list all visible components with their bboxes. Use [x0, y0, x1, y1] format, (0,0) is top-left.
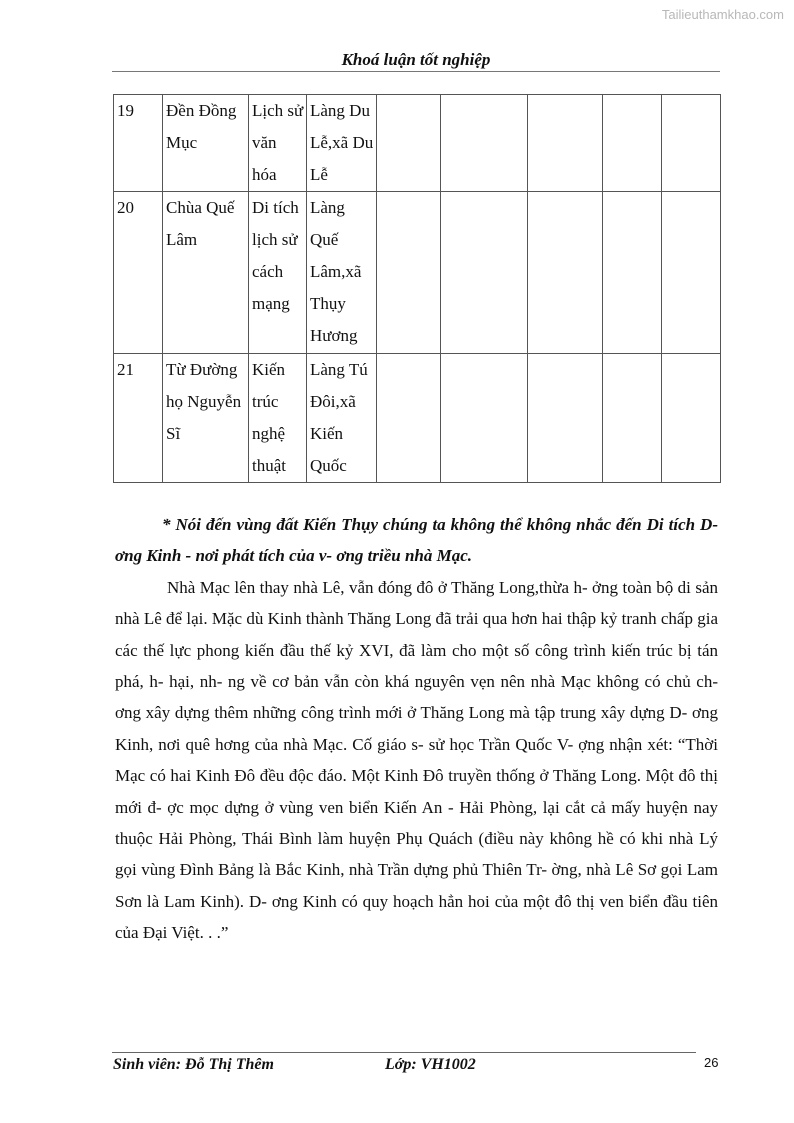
heritage-sites-table — [113, 94, 721, 483]
header-divider — [112, 71, 720, 72]
table-row — [114, 192, 721, 354]
body-content — [115, 509, 718, 949]
footer-class-name: Lớp: VH1002 — [385, 1056, 476, 1073]
footer-student-name: Sinh viên: Đỗ Thị Thêm — [113, 1056, 274, 1073]
empty-cell — [603, 354, 662, 483]
empty-cell — [662, 95, 721, 192]
empty-cell — [603, 95, 662, 192]
empty-cell — [377, 95, 441, 192]
empty-cell — [441, 192, 528, 354]
empty-cell — [662, 192, 721, 354]
site-location-cell: Làng Quế Lâm,xã Thụy Hương — [307, 192, 377, 354]
empty-cell — [377, 354, 441, 483]
site-location-cell: Làng Tú Đôi,xã Kiến Quốc — [307, 354, 377, 483]
table-row — [114, 95, 721, 192]
empty-cell — [441, 354, 528, 483]
watermark-text: Tailieuthamkhao.com — [661, 7, 784, 22]
empty-cell — [528, 354, 603, 483]
site-name-cell: Đền Đồng Mục — [163, 95, 249, 192]
section-intro-heading: * Nói đến vùng đất Kiến Thụy chúng ta không thể không nhắc đến Di tích D- ơng Kinh - nơi phát tích của v- ơng triều nhà Mạc. — [115, 515, 718, 566]
row-number-cell: 21 — [114, 354, 163, 483]
empty-cell — [528, 192, 603, 354]
table-row — [114, 354, 721, 483]
body-paragraph: Nhà Mạc lên thay nhà Lê, vẫn đóng đô ở Thăng Long,thừa h- ởng toàn bộ di sản nhà Lê để lại. Mặc dù Kinh thành Thăng Long đã trải qua hơn hai thập kỷ tranh chấp gia các thế lực phong kiến đầu thế kỷ XVI, đã làm cho một số công trình kiến trúc bị tán phá, h- hại, nh- ng về cơ bản vẫn còn khá nguyên vẹn nên nhà Mạc không có chủ ch- ơng xây dựng thêm những công trình mới ở Thăng Long mà tập trung xây dựng D- ơng Kinh, nơi quê hơng của nhà Mạc. Cố giáo s- sử học Trần Quốc V- ợng nhận xét: “Thời Mạc có hai Kinh Đô đều độc đáo. Một Kinh Đô truyền thống ở Thăng Long. Một đô thị mới đ- ợc mọc dựng ở vùng ven biển Kiến An - Hải Phòng, lại cắt cả mấy huyện nay thuộc Hải Phòng, Thái Bình làm huyện Phụ Quách (điều này không hề có khi nhà Lý gọi vùng Đình Bảng là Bắc Kinh, nhà Trần dựng phủ Thiên Tr- ờng, nhà Lê Sơ gọi Lam Sơn là Lam Kinh). D- ơng Kinh có quy hoạch hẳn hoi của một đô thị ven biển đầu tiên của Đại Việt. . .” — [115, 577, 718, 943]
site-type-cell: Di tích lịch sử cách mạng — [249, 192, 307, 354]
empty-cell — [662, 354, 721, 483]
row-number-cell: 19 — [114, 95, 163, 192]
site-type-cell: Kiến trúc nghệ thuật — [249, 354, 307, 483]
empty-cell — [603, 192, 662, 354]
site-location-cell: Làng Du Lễ,xã Du Lễ — [307, 95, 377, 192]
page-header-title: Khoá luận tốt nghiệp — [341, 50, 491, 69]
empty-cell — [377, 192, 441, 354]
page-number: 26 — [704, 1055, 719, 1070]
empty-cell — [528, 95, 603, 192]
footer-divider — [112, 1052, 696, 1053]
empty-cell — [441, 95, 528, 192]
site-type-cell: Lịch sử văn hóa — [249, 95, 307, 192]
site-name-cell: Chùa Quế Lâm — [163, 192, 249, 354]
row-number-cell: 20 — [114, 192, 163, 354]
site-name-cell: Từ Đường họ Nguyễn Sĩ — [163, 354, 249, 483]
